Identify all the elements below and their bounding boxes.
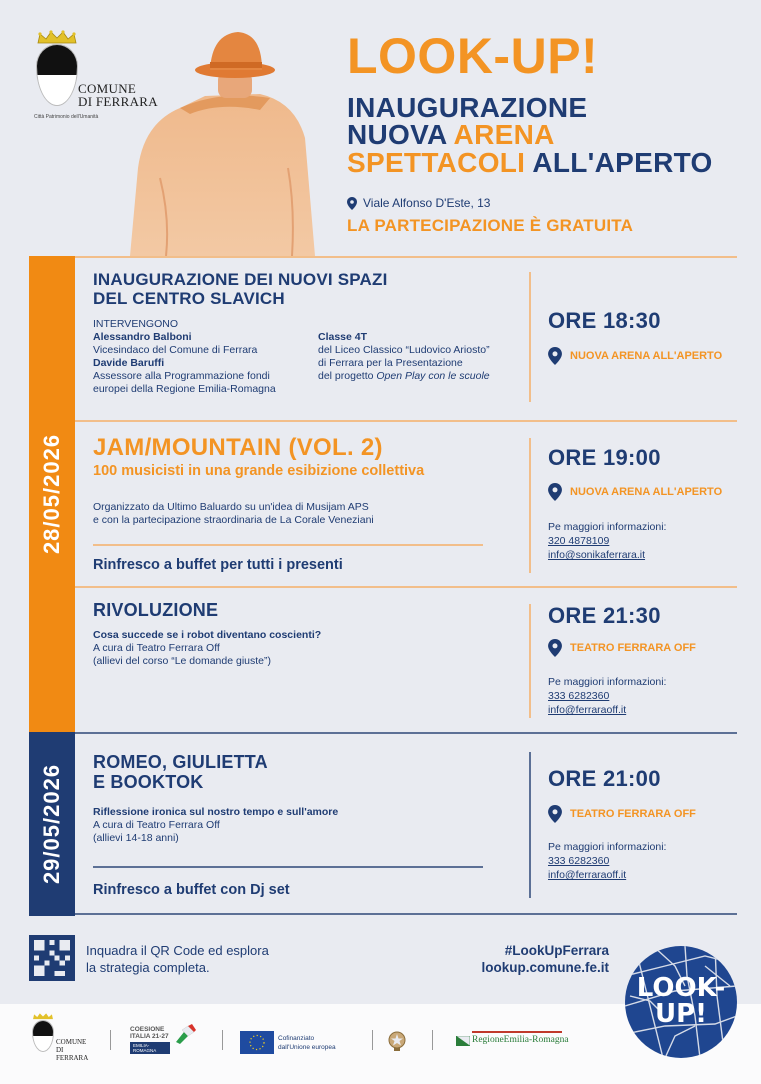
location-pin-icon: [548, 483, 562, 501]
badge-line1: LOOK-: [636, 973, 726, 1003]
divider: [75, 732, 737, 734]
speakers-right: [318, 331, 528, 383]
event-title-rivoluzione: RIVOLUZIONE: [93, 600, 219, 620]
logo-line2: DI FERRARA: [78, 94, 158, 109]
coesione-line: ITALIA 21-27: [130, 1033, 169, 1040]
title-line: ROMEO, GIULIETTA: [93, 752, 268, 772]
speaker-role: Assessore alla Programmazione fondi: [93, 370, 270, 382]
venue-text: TEATRO FERRARA OFF: [570, 642, 696, 654]
coesione-text: [130, 1026, 170, 1040]
buffet-note: Rinfresco a buffet per tutti i presenti: [93, 557, 343, 573]
qr-line: la strategia completa.: [86, 960, 210, 975]
venue-text: TEATRO FERRARA OFF: [570, 808, 696, 820]
speaker-role: europei della Regione Emilia-Romagna: [93, 383, 276, 395]
main-title: LOOK-UP!: [347, 28, 599, 84]
eu-text: [278, 1034, 336, 1052]
speaker-role: di Ferrara per la Presentazione: [318, 357, 463, 369]
headline-line2: NUOVA ARENA: [347, 119, 555, 150]
title-line: INAUGURAZIONE DEI NUOVI SPAZI: [93, 270, 388, 289]
speaker-role: del progetto Open Play con le scuole: [318, 370, 490, 382]
divider: [529, 752, 531, 898]
description-line: (allievi 14-18 anni): [93, 832, 179, 844]
location-pin-icon: [548, 639, 562, 657]
location-pin-icon: [548, 805, 562, 823]
coesione-line: COESIONE: [130, 1026, 165, 1033]
divider: [93, 544, 483, 546]
info-label: Pe maggiori informazioni:: [548, 521, 667, 533]
region-flag-icon: [456, 1036, 470, 1046]
divider: [93, 866, 483, 868]
phone-link[interactable]: 333 6282360: [548, 690, 610, 702]
divider: [529, 438, 531, 573]
event-title-inaugurazione: [93, 270, 388, 308]
speaker-name: Alessandro Balboni: [93, 331, 192, 343]
region-name: RegioneEmilia-Romagna: [472, 1035, 569, 1045]
divider: [432, 1030, 433, 1050]
coat-of-arms-shield: [36, 44, 78, 106]
venue-text: NUOVA ARENA ALL'APERTO: [570, 486, 723, 498]
crown-icon: [36, 30, 78, 44]
description-line: e con la partecipazione straordinaria de La Corale Veneziani: [93, 514, 374, 526]
contact-info: [548, 840, 666, 882]
description-line: A cura di Teatro Ferrara Off: [93, 642, 220, 654]
speakers-left: [93, 318, 313, 396]
logo-line2: DI FERRARA: [56, 1046, 89, 1062]
eu-line: dall'Unione europea: [278, 1044, 336, 1051]
divider: [75, 420, 737, 422]
address: [347, 196, 490, 210]
divider: [529, 272, 531, 402]
event-venue: [548, 347, 722, 365]
event-title-jam: JAM/MOUNTAIN (VOL. 2): [93, 434, 383, 461]
qr-instructions: [86, 942, 269, 976]
description-subtitle: Cosa succede se i robot diventano coscienti?: [93, 629, 322, 641]
day-bar-28-05: [29, 256, 75, 732]
event-time: ORE 21:00: [548, 766, 661, 791]
look-up-badge: [625, 946, 737, 1058]
logo-text: [56, 1038, 92, 1062]
event-time: ORE 19:00: [548, 445, 661, 470]
coesione-italia-logo: [130, 1026, 170, 1054]
phone-link[interactable]: 320 4878109: [548, 535, 610, 547]
contact-info: [548, 675, 666, 717]
date-label: 29/05/2026: [39, 763, 65, 885]
crown-icon: [32, 1012, 54, 1020]
italy-ribbon-icon: [174, 1024, 196, 1044]
location-pin-icon: [548, 347, 562, 365]
address-text: Viale Alfonso D'Este, 13: [363, 196, 491, 210]
description-subtitle: Riflessione ironica sul nostro tempo e sull'amore: [93, 806, 339, 818]
phone-link[interactable]: 333 6282360: [548, 855, 610, 867]
event-description-romeo: [93, 806, 338, 845]
divider: [110, 1030, 111, 1050]
date-label: 28/05/2026: [39, 433, 65, 555]
divider: [75, 256, 737, 258]
comune-ferrara-footer-logo: [32, 1012, 92, 1072]
description-line: Organizzato da Ultimo Baluardo su un'idea di Musijam APS: [93, 501, 369, 513]
event-venue: [548, 639, 696, 657]
day-bar-29-05: [29, 732, 75, 916]
headline-line1: INAUGURAZIONE: [347, 92, 588, 123]
speaker-role: Vicesindaco del Comune di Ferrara: [93, 344, 258, 356]
coat-of-arms-shield: [32, 1020, 54, 1052]
speaker-name: Davide Baruffi: [93, 357, 165, 369]
man-with-hat-photo: [120, 28, 325, 256]
event-time: ORE 21:30: [548, 603, 661, 628]
event-venue: [548, 805, 696, 823]
italian-republic-emblem-icon: [388, 1030, 406, 1052]
eu-flag-icon: [240, 1031, 274, 1054]
divider: [75, 913, 737, 915]
buffet-note: Rinfresco a buffet con Dj set: [93, 882, 290, 898]
eu-line: Cofinanziato: [278, 1035, 315, 1042]
location-pin-icon: [347, 197, 357, 210]
divider: [529, 604, 531, 718]
speaker-name: Classe 4T: [318, 331, 368, 343]
event-subtitle-jam: 100 musicisti in una grande esibizione collettiva: [93, 463, 425, 479]
event-description-jam: [93, 501, 374, 527]
event-description-rivoluzione: [93, 629, 321, 668]
email-link[interactable]: info@ferraraoff.it: [548, 704, 627, 716]
logo-subtitle: Città Patrimonio dell'Umanità: [34, 114, 99, 120]
qr-line: Inquadra il QR Code ed esplora: [86, 943, 269, 958]
coesione-tag: EMILIA-ROMAGNA: [130, 1042, 170, 1054]
social-tags: [481, 942, 609, 976]
event-title-romeo: [93, 752, 268, 792]
free-entry-notice: LA PARTECIPAZIONE È GRATUITA: [347, 216, 634, 235]
divider: [75, 586, 737, 588]
speakers-label: INTERVENGONO: [93, 318, 178, 330]
qr-code[interactable]: [29, 935, 75, 981]
speaker-role: del Liceo Classico “Ludovico Ariosto”: [318, 344, 490, 356]
email-link[interactable]: info@sonikaferrara.it: [548, 549, 646, 561]
description-line: (allievi del corso “Le domande giuste”): [93, 655, 272, 667]
headline-line3: SPETTACOLI ALL'APERTO: [347, 147, 713, 178]
event-venue: [548, 483, 722, 501]
logo-line1: COMUNE: [56, 1038, 87, 1046]
website-link[interactable]: lookup.comune.fe.it: [481, 960, 609, 975]
info-label: Pe maggiori informazioni:: [548, 676, 667, 688]
region-line: [472, 1031, 562, 1033]
email-link[interactable]: info@ferraraoff.it: [548, 869, 627, 881]
divider: [222, 1030, 223, 1050]
title-line: DEL CENTRO SLAVICH: [93, 289, 285, 308]
eu-cofunded-logo: [240, 1031, 336, 1054]
logo-line1: COMUNE: [78, 81, 137, 96]
description-line: A cura di Teatro Ferrara Off: [93, 819, 220, 831]
title-line: E BOOKTOK: [93, 772, 204, 792]
venue-text: NUOVA ARENA ALL'APERTO: [570, 350, 723, 362]
badge-line2: UP!: [654, 999, 708, 1029]
info-label: Pe maggiori informazioni:: [548, 841, 667, 853]
contact-info: [548, 520, 666, 562]
divider: [372, 1030, 373, 1050]
event-time: ORE 18:30: [548, 308, 661, 333]
hashtag: #LookUpFerrara: [504, 943, 609, 958]
